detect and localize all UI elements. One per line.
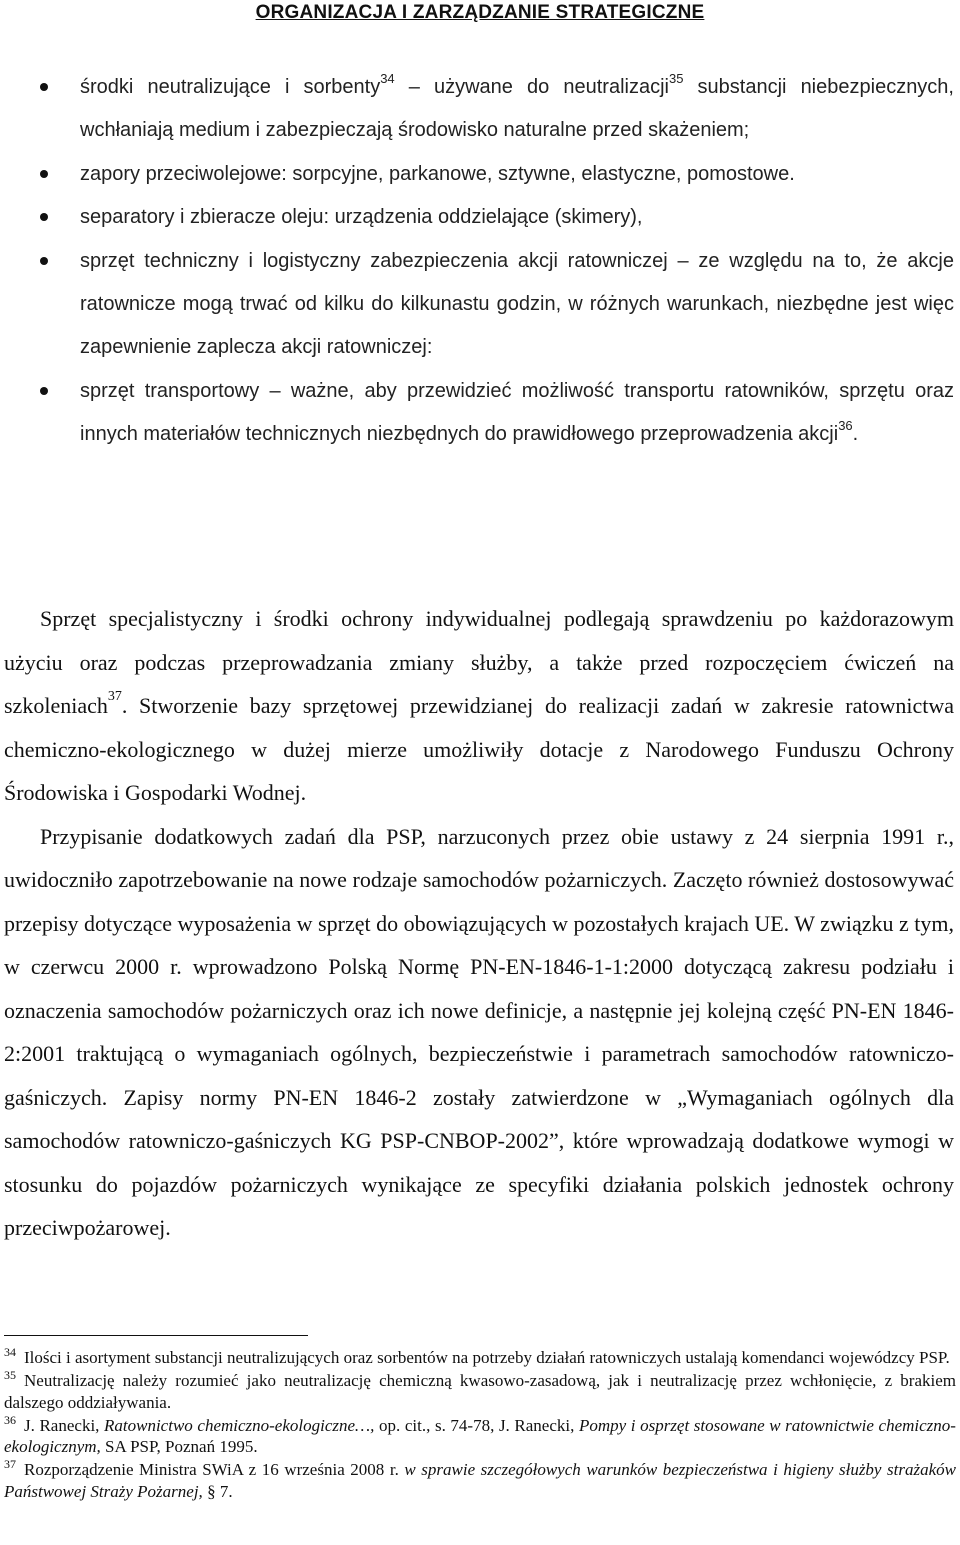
list-item: sprzęt transportowy – ważne, aby przewidzieć możliwość transportu ratowników, sprzętu oraz innych materiałów technicznych niezbędnych do prawidłowego przeprowadzenia akcji$^{36}$. (0, 370, 960, 457)
list-item: środki neutralizujące i sorbenty$^{34}$ – używane do neutralizacji$^{35}$ substancji niebezpiecznych, wchłaniają medium i zabezpieczają środowisko naturalne przed skażeniem; (0, 66, 960, 153)
list-item: zapory przeciwolejowe: sorpcyjne, parkanowe, sztywne, elastyczne, pomostowe. (0, 153, 960, 196)
footnote-ref-36[interactable]: 36 (838, 418, 853, 434)
footnote-36: $^{36}$ J. Ranecki, Ratownictwo chemiczno-ekologiczne…, op. cit., s. 74-78, J. Ranecki, Pompy i osprzęt stosowane w ratownictwie chemiczno-ekologicznym, SA PSP, Poznań 1995. (4, 1412, 956, 1456)
bullet-icon (40, 170, 48, 178)
footnote-ref-34[interactable]: 34 (380, 71, 395, 86)
footnote-separator (4, 1335, 308, 1336)
bullet-icon (40, 83, 48, 91)
bullet-icon (40, 257, 48, 265)
citation-title: Ratownictwo chemiczno-ekologiczne…, (104, 1415, 375, 1435)
equipment-bullet-list (0, 66, 960, 457)
running-header: ORGANIZACJA I ZARZĄDZANIE STRATEGICZNE (255, 2, 705, 23)
paragraph-equipment-inspection: Sprzęt specjalistyczny i środki ochrony indywidualnej podlegają sprawdzeniu po każdorazowym użyciu oraz podczas przeprowadzania zmiany służby, a także przed rozpoczęciem ćwiczeń na szkoleniach$^{37}$. Stworzenie bazy sprzętowej przewidzianej do realizacji zadań w zakresie ratownictwa chemiczno-ekologicznego w dużej mierze umożliwiły dotacje z Narodowego Funduszu Ochrony Środowiska i Gospodarki Wodnej. (4, 606, 954, 805)
footnote-37: $^{37}$ Rozporządzenie Ministra SWiA z 16 września 2008 r. w sprawie szczegółowych warunków bezpieczeństwa i higieny służby strażaków Państwowej Straży Pożarnej, § 7. (4, 1457, 956, 1501)
footnote-ref-37[interactable]: 37 (107, 689, 122, 704)
list-item: separatory i zbieracze oleju: urządzenia oddzielające (skimery), (0, 196, 960, 239)
list-item: sprzęt techniczny i logistyczny zabezpieczenia akcji ratowniczej – ze względu na to, że akcje ratownicze mogą trwać od kilku do kilkunastu godzin, w różnych warunkach, niezbędne jest więc zapewnienie zaplecza akcji ratowniczej: (0, 240, 960, 370)
citation-title: Pompy i osprzęt stosowane w ratownictwie chemiczno-ekologicznym, (4, 1415, 956, 1456)
footnote-35: $^{35}$ Neutralizację należy rozumieć jako neutralizację chemiczną kwasowo-zasadową, jak i neutralizację przez wchłonięcie, z brakiem dalszego oddziaływania. (4, 1368, 956, 1412)
body-text (4, 597, 954, 1250)
footnote-ref-35[interactable]: 35 (668, 71, 684, 86)
bullet-icon (40, 387, 48, 395)
footnotes (4, 1347, 956, 1504)
footnote-34: $^{34}$ Ilości i asortyment substancji neutralizujących oraz sorbentów na potrzeby działań ratowniczych ustalają komendanci wojewódzcy PSP. (4, 1345, 950, 1367)
bullet-icon (40, 213, 48, 221)
paragraph-fire-vehicles: Przypisanie dodatkowych zadań dla PSP, narzuconych przez obie ustawy z 24 sierpnia 1991 r., uwidoczniło zapotrzebowanie na nowe rodzaje samochodów pożarniczych. Zaczęto również dostosowywać przepisy dotyczące wyposażenia w sprzęt do obowiązujących w pozostałych krajach UE. W związku z tym, w czerwcu 2000 r. wprowadzono Polską Normę PN-EN-1846-1-1:2000 dotyczącą zakresu podziału i oznaczenia samochodów pożarniczych oraz ich nowe definicje, a następnie jej kolejną część PN-EN 1846-2:2001 traktującą o wymaganiach ogólnych, bezpieczeństwie i parametrach samochodów ratowniczo-gaśniczych. Zapisy normy PN-EN 1846-2 zostały zatwierdzone w „Wymaganiach ogólnych dla samochodów ratowniczo-gaśniczych KG PSP-CNBOP-2002”, które wprowadzają dodatkowe wymogi w stosunku do pojazdów pożarniczych wynikające ze specyfiki działania polskich jednostek ochrony przeciwpożarowej. (4, 823, 954, 1240)
citation-title: w sprawie szczegółowych warunków bezpieczeństwa i higieny służby strażaków Państwowej Straży Pożarnej, (4, 1460, 956, 1501)
